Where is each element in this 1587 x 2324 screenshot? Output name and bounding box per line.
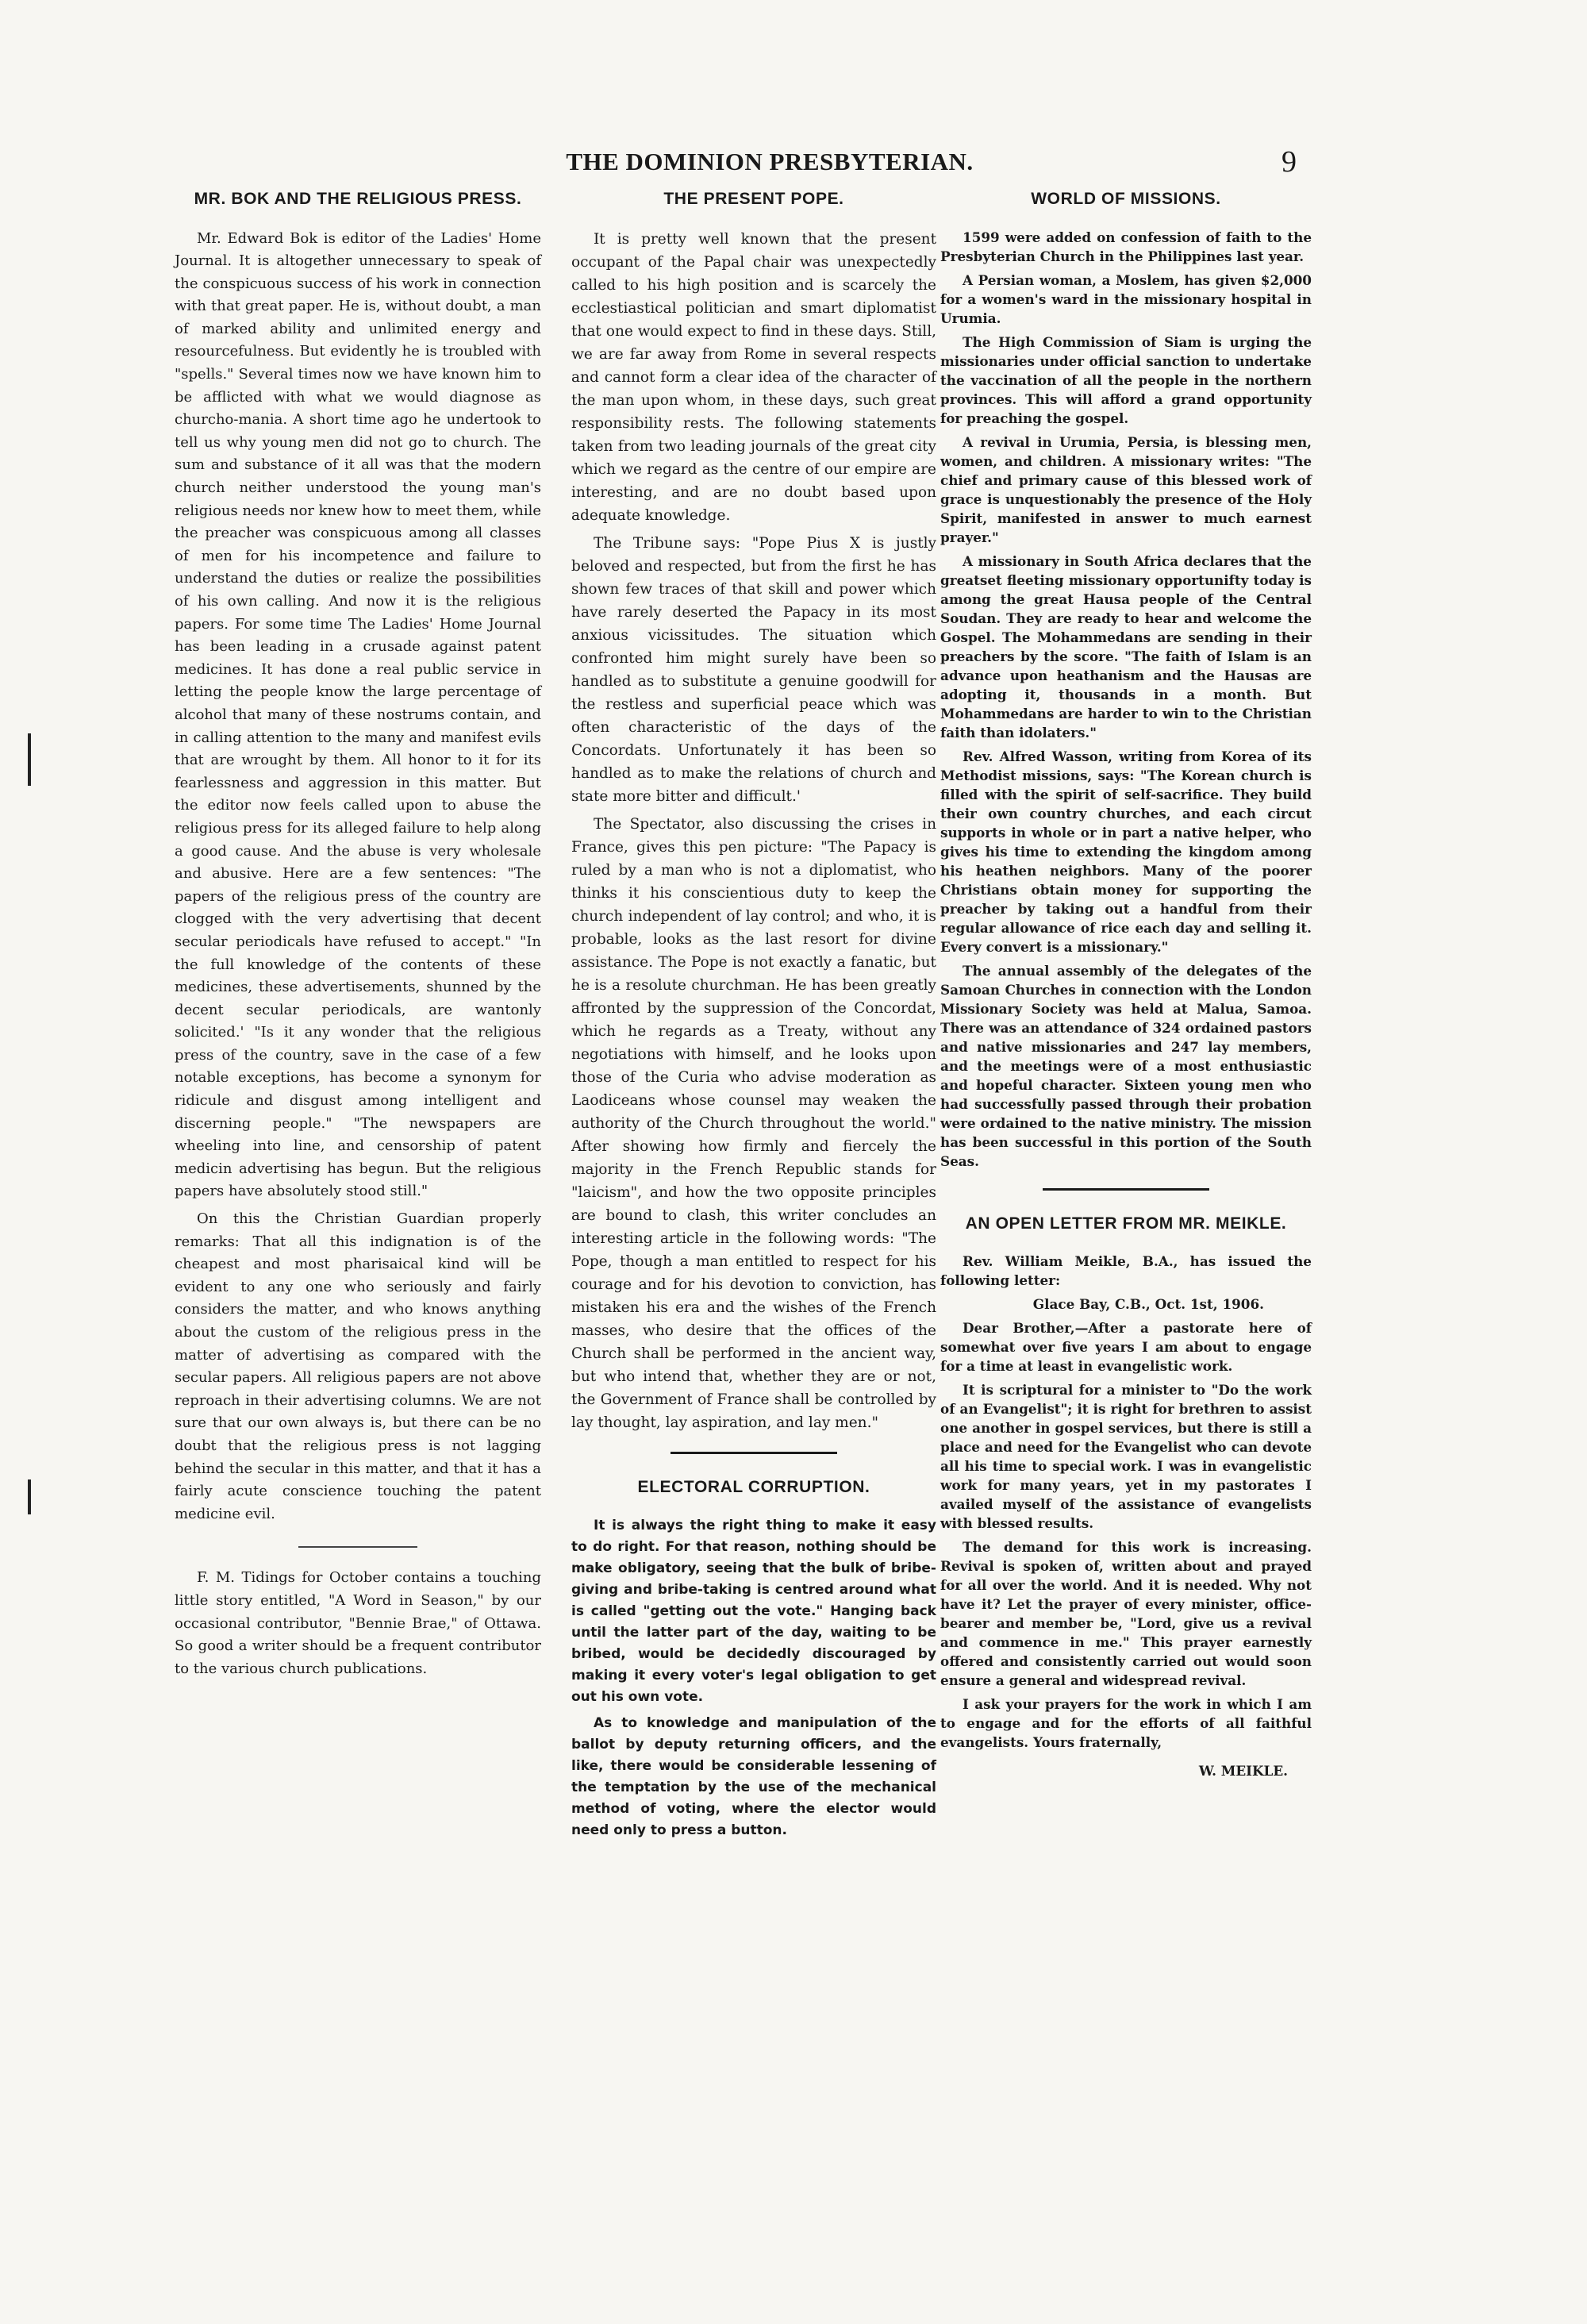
letter-paragraph: I ask your prayers for the work in which I am to engage and for the efforts of all faithful evangelists. Yours fraternally, (940, 1696, 1312, 1750)
article-paragraph: A Persian woman, a Moslem, has given $2,000 for a women's ward in the missionary hospital in Urumia. (940, 271, 1312, 326)
article-paragraph: It is pretty well known that the present occupant of the Papal chair was unexpectedly called to his high position and is scarcely the ecclestiastical politician and smart diplomatist that one would expect to find in these days. Still, we are far away from Rome in several respects and cannot form a clear idea of the character of the man upon whom, in these days, such great responsibility rests. The following statements taken from two leading journals of the great city which we regard as the centre of our empire are interesting, and are no doubt based upon adequate knowledge. (571, 230, 936, 524)
open-letter-article (940, 1252, 1312, 1780)
letter-paragraph: Dear Brother,—After a pastorate here of somewhat over five years I am about to engage for a time at least in evangelistic work. (940, 1320, 1312, 1374)
article-paragraph: Rev. Alfred Wasson, writing from Korea of its Methodist missions, says: "The Korean church is filled with the spirit of self-sacrifice. They build their own country churches, and each circut supports in whole or in part a native helper, who gives his time to extending the kingdom among his heathen neighbors. Many of the poorer Christians obtain money for supporting the preacher by taking out a handful from their regular allowance of rice each day and selling it. Every convert is a missionary." (940, 748, 1312, 955)
letter-paragraph: The demand for this work is increasing. Revival is spoken of, written about and prayed for all over the world. And it is needed. Why not have it? Let the prayer of every minister, office-bearer and member be, "Lord, give us a revival and commence in me." This prayer earnestly offered and consistently carried out would soon ensure a general and widespread revival. (940, 1539, 1312, 1688)
article-heading-pope: THE PRESENT POPE. (663, 190, 844, 208)
letter-dateline: Glace Bay, C.B., Oct. 1st, 1906. (1032, 1296, 1264, 1312)
divider-rule (298, 1546, 417, 1548)
article-paragraph: As to knowledge and manipulation of the ballot by deputy returning officers, and the like, there would be considerable lessening of the temptation by the use of the mechanical method of voting, where the elector would need only to press a button. (571, 1715, 936, 1838)
article-paragraph: The Spectator, also discussing the crises in France, gives this pen picture: "The Papacy is ruled by a man who is not a diplomatist, who thinks it his conscientious duty to keep the church independent of lay control; and who, it is probable, looks as the last resort for divine assistance. The Pope is not exactly a fanatic, but he is a resolute churchman. He has been greatly affronted by the suppression of the Concordat, which he regards as a Treaty, without any negotiations with himself, and he looks upon those of the Curia who advise moderation as Laodiceans whose counsel may weaken the authority of the Church throughout the world." After showing how firmly and fiercely the majority in the French Republic stands for "laicism", and how the two opposite principles are bound to clash, this writer concludes an interesting article in the following words: "The Pope, though a man entitled to respect for his courage and for his devotion to conviction, has mistaken his era and the wishes of the French masses, who desire that the offices of the Church shall be performed in the ancient way, but who intend that, whether they are or not, the Government of France shall be controlled by lay thought, lay aspiration, and lay men." (571, 815, 936, 1431)
article-heading-missions: WORLD OF MISSIONS. (1031, 190, 1221, 208)
article-paragraph: On this the Christian Guardian properly remarks: That all this indignation is of the cheapest and most pharisaical kind will be evident to any one who seriously and fairly considers the matter, and who knows anything about the custom of the religious press in the matter of advertising as compared with the secular papers. All religious papers are not above reproach in their advertising columns. We are not sure that our own always is, but there can be no doubt that the religious press is not lagging behind the secular in this matter, and that it has a fairly acute conscience touching the patent medicine evil. (175, 1210, 541, 1522)
electoral-article (571, 1515, 936, 1841)
missions-article (940, 228, 1312, 1171)
divider-rule (1043, 1188, 1209, 1191)
article-paragraph: It is always the right thing to make it easy to do right. For that reason, nothing should be make obligatory, seeing that the bulk of bribe-giving and bribe-taking is centred around what is called "getting out the vote." Hanging back until the latter part of the day, waiting to be bribed, would be decidedly discouraged by making it every voter's legal obligation to get out his own vote. (571, 1518, 936, 1705)
article-paragraph: The High Commission of Siam is urging the missionaries under official sanction to undertake the vaccination of all the people in the northern provinces. This will afford a grand opportunity for preaching the gospel. (940, 333, 1312, 426)
article-heading-open-letter: AN OPEN LETTER FROM MR. MEIKLE. (965, 1214, 1287, 1233)
article-heading-bok: MR. BOK AND THE RELIGIOUS PRESS. (194, 190, 522, 208)
column-middle (571, 187, 936, 1846)
article-paragraph: The annual assembly of the delegates of the Samoan Churches in connection with the London Missionary Society was held at Malua, Samoa. There was an attendance of 324 ordained pastors and native missionaries and 247 lay members, and the meetings were of a most enthusiastic and hopeful character. Sixteen young men who had successfully passed through their probation were ordained to the native ministry. The mission has been successful in this portion of the South Seas. (940, 962, 1312, 1169)
masthead: THE DOMINION PRESBYTERIAN. (566, 148, 974, 175)
article-paragraph: A missionary in South Africa declares that the greatset fleeting missionary opportunifty today is among the great Hausa people of the Central Soudan. They are ready to hear and welcome the Gospel. The Mohammedans are sending in their preachers by the score. "The faith of Islam is an advance upon heathanism and the Hausas are adopting it, thousands in a month. But Mohammedans are harder to win to the Christian faith than idolaters." (940, 552, 1312, 741)
letter-signature: W. MEIKLE. (1198, 1763, 1288, 1779)
column-left (175, 187, 541, 1685)
article-paragraph: Mr. Edward Bok is editor of the Ladies' Home Journal. It is altogether unnecessary to speak of the conspicuous success of his work in connection with that great paper. He is, without doubt, a man of marked ability and unlimited energy and resourcefulness. But evidently he is troubled with "spells." Several times now we have known him to be afflicted with what we would diagnose as churcho-mania. A short time ago he undertook to tell us why young men did not go to church. The sum and substance of it all was that the modern church neither understood the young man's religious needs nor knew how to meet them, while the preacher was conspicuous among all classes of men for his incompetence and failure to understand the duties or realize the possibilities of his own calling. And now it is the religious papers. For some time The Ladies' Home Journal has been leading in a crusade against patent medicines. It has done a real public service in letting the people know the large percentage of alcohol that many of these nostrums contain, and in calling attention to the many and manifest evils that are wrought by them. All honor to it for its fearlessness and aggression in this matter. But the editor now feels called upon to abuse the religious press for its alleged failure to help along a good cause. And the abuse is very wholesale and abusive. Here are a few sentences: "The papers of the religious press of the country are clogged with the very advertising that decent secular periodicals have refused to accept." "In the full knowledge of the contents of these medicines, these advertisements, shunned by the decent secular periodicals, are wantonly solicited.' "Is it any wonder that the religious press of the country, save in the case of a few notable exceptions, has become a synonym for ridicule and disgust among intelligent and discerning people." "The newspapers are wheeling into line, and censorship of patent medicin advertising has begun. But the religious papers have absolutely stood still." (175, 229, 541, 1200)
article-paragraph: The Tribune says: "Pope Pius X is justly beloved and respected, but from the first he has shown few traces of that skill and power which have rarely deserted the Papacy in its most anxious vicissitudes. The situation which confronted him might surely have been so handled as to substitute a genuine goodwill for the restless and superficial peace which was often characteristic of the days of the Concordats. Unfortunately it has been so handled as to make the relations of church and state more bitter and difficult.' (571, 534, 936, 805)
margin-mark (28, 733, 31, 786)
page-number: 9 (1282, 145, 1297, 179)
article-heading-electoral: ELECTORAL CORRUPTION. (637, 1477, 870, 1496)
article-paragraph: 1599 were added on confession of faith to the Presbyterian Church in the Philippines last year. (940, 229, 1312, 264)
divider-rule (671, 1452, 837, 1454)
letter-paragraph: It is scriptural for a minister to "Do the work of an Evangelist"; it is right for brethren to assist one another in gospel services, but there is still a place and need for the Evangelist who can devote all his time to special work. I was in evangelistic work for many years, yet in my pastorates I availed myself of the assistance of evangelists with blessed results. (940, 1382, 1312, 1531)
article-paragraph: A revival in Urumia, Persia, is blessing men, women, and children. A missionary writes: "The chief and primary cause of this blessed work of grace is unquestionably the presence of the Holy Spirit, manifested in answer to much earnest prayer." (940, 433, 1312, 545)
column-right (940, 187, 1312, 1785)
letter-intro: Rev. William Meikle, B.A., has issued the following letter: (940, 1253, 1312, 1288)
article-note: F. M. Tidings for October contains a touching little story entitled, "A Word in Season," by our occasional contributor, "Bennie Brae," of Ottawa. So good a writer should be a frequent contributor to the various church publications. (175, 1569, 541, 1677)
margin-mark (28, 1479, 31, 1514)
